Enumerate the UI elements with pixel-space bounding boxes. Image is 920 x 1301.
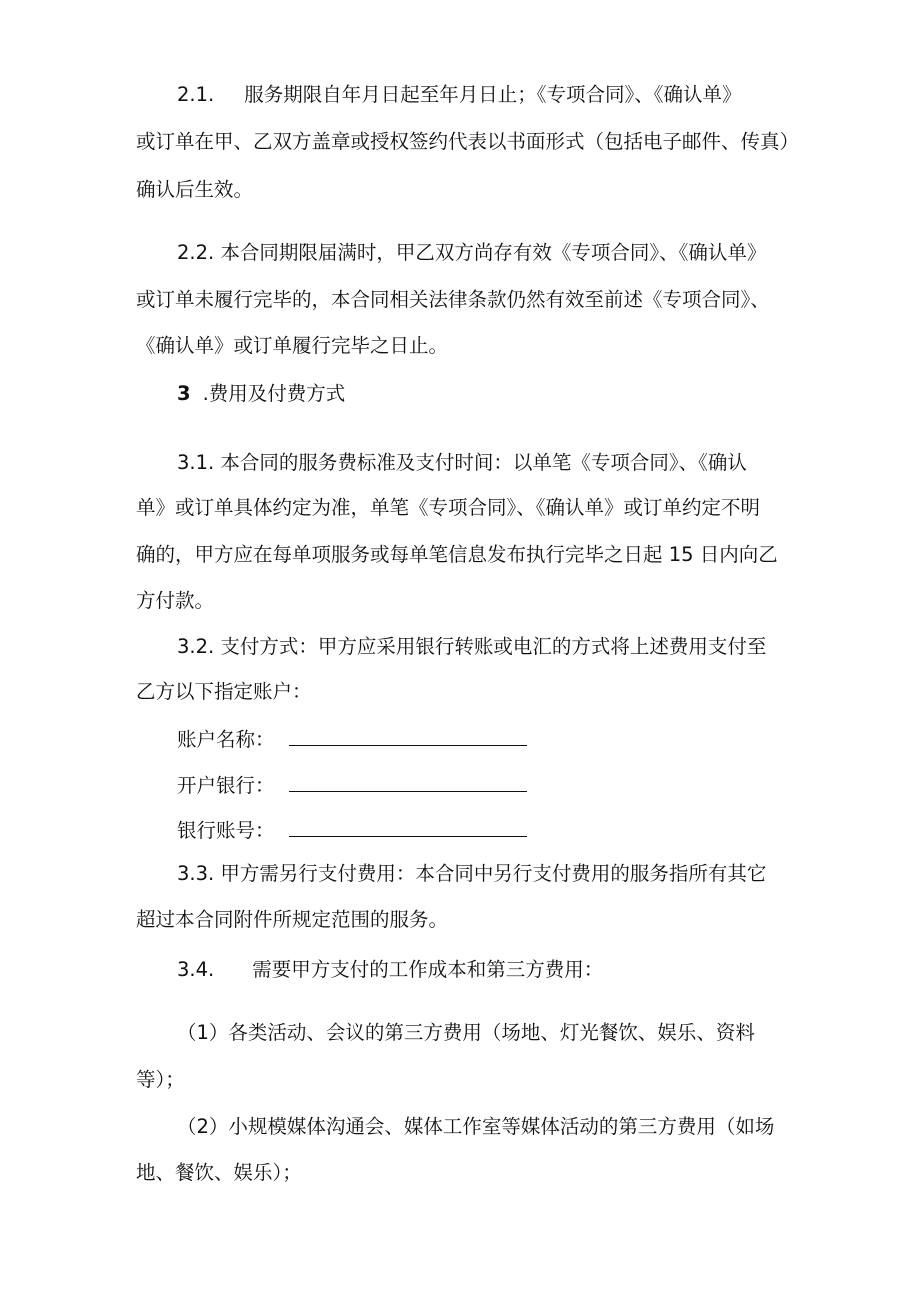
account-name-blank [289,726,527,746]
clause-2-1-text: 服务期限自年月日起至年月日止；《专项合同》、《确认单》 [244,83,742,106]
item-2-line-2: 地、餐饮、娱乐）； [136,1161,302,1184]
clause-3-2-line-2: 乙方以下指定账户： [136,680,312,703]
item-2-line-1: （2）小规模媒体沟通会、媒体工作室等媒体活动的第三方费用（如场 [177,1115,775,1138]
clause-3-4-line [177,958,603,982]
clause-2-2-line-2: 或订单未履行完毕的，本合同相关法律条款仍然有效至前述《专项合同》、 [136,288,770,311]
bank-row [177,772,527,798]
section-3-heading [177,382,345,406]
clause-2-2-line-1: 2.2. 本合同期限届满时，甲乙双方尚存有效《专项合同》、《确认单》 [177,241,767,264]
item-1-line-2: 等）； [136,1068,185,1091]
account-name-label: 账户名称： [177,728,275,751]
clause-3-3-line-1: 3.3. 甲方需另行支付费用：本合同中另行支付费用的服务指所有其它 [177,862,767,885]
section-3-number: 3 [177,382,191,405]
clause-2-1-line-3: 确认后生效。 [136,178,254,201]
clause-2-1-number: 2.1. [177,83,215,106]
section-3-title: .费用及付费方式 [202,382,346,405]
clause-3-2-line-1: 3.2. 支付方式：甲方应采用银行转账或电汇的方式将上述费用支付至 [177,635,767,658]
clause-3-3-line-2: 超过本合同附件所规定范围的服务。 [136,908,449,931]
bank-blank [289,772,527,792]
clause-2-1-line-1 [177,83,741,107]
clause-2-2-line-3: 《确认单》或订单履行完毕之日止。 [136,334,449,357]
clause-3-1-line-1: 3.1. 本合同的服务费标准及支付时间：以单笔《专项合同》、《确认 [177,451,747,474]
clause-3-1-line-2: 单》或订单具体约定为准，单笔《专项合同》、《确认单》或订单约定不明 [136,496,761,519]
bank-label: 开户银行： [177,774,275,797]
account-number-row [177,817,527,843]
item-1-line-1: （1）各类活动、会议的第三方费用（场地、灯光餐饮、娱乐、资料 [177,1021,755,1044]
clause-3-1-line-4: 方付款。 [136,589,215,612]
clause-3-4-number: 3.4. [177,958,215,981]
account-number-blank [289,817,527,837]
clause-2-1-line-2: 或订单在甲、乙双方盖章或授权签约代表以书面形式（包括电子邮件、传真） [136,130,800,153]
account-name-row [177,726,527,752]
clause-3-1-line-3: 确的，甲方应在每单项服务或每单笔信息发布执行完毕之日起 15 日内向乙 [136,543,778,566]
account-number-label: 银行账号： [177,819,275,842]
clause-3-4-text: 需要甲方支付的工作成本和第三方费用： [252,958,604,981]
